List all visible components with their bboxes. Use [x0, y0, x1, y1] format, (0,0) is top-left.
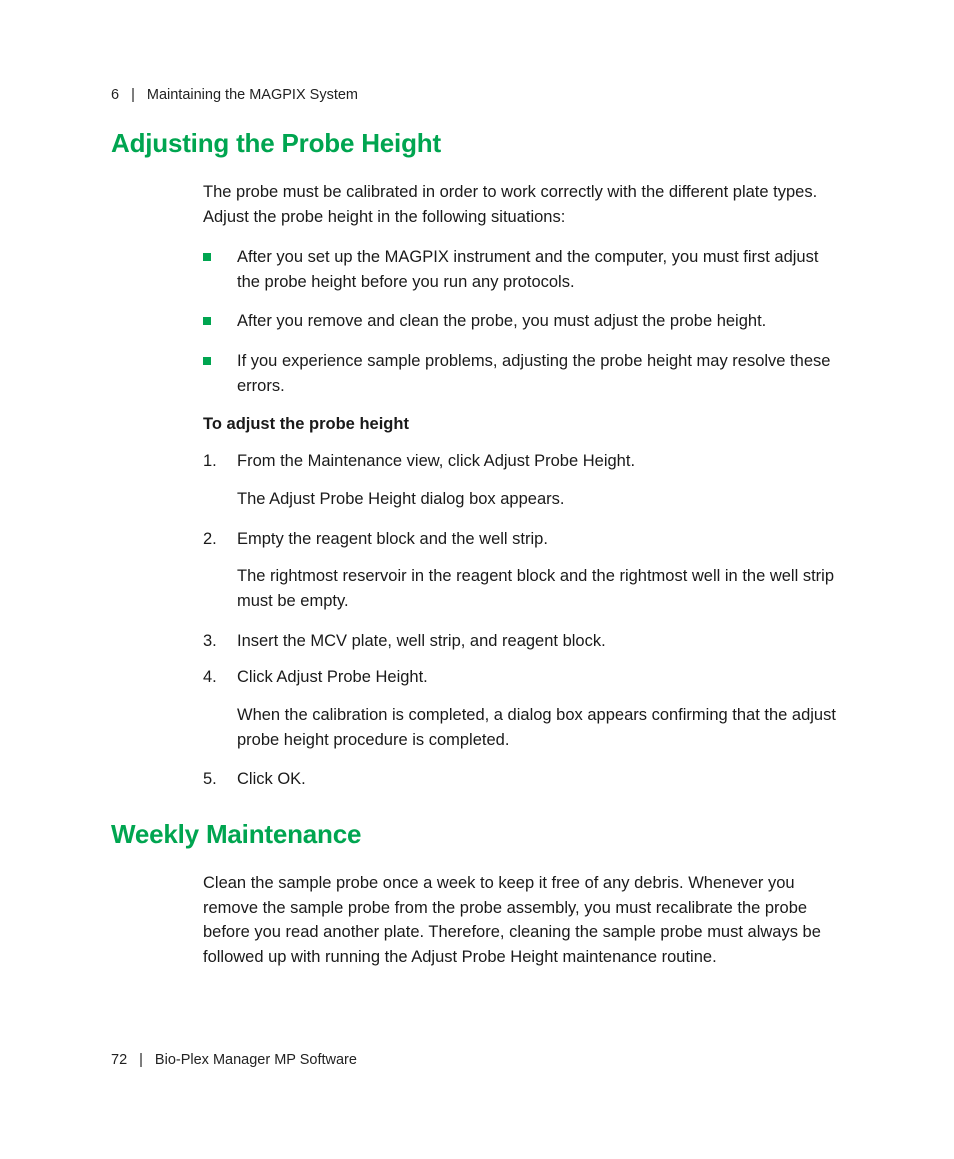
step-text: Click OK.	[237, 770, 306, 788]
header-separator: |	[131, 87, 135, 103]
step-text: Empty the reagent block and the well strip.	[237, 530, 548, 548]
bullet-text: If you experience sample problems, adjusting the probe height may resolve these errors.	[237, 352, 831, 395]
bullet-square-icon	[203, 317, 211, 325]
bullet-text: After you set up the MAGPIX instrument and the computer, you must first adjust the probe height before you run any protocols.	[237, 248, 819, 291]
bullet-square-icon	[203, 253, 211, 261]
book-title: Bio-Plex Manager MP Software	[154, 1052, 357, 1068]
step-number: 5.	[203, 770, 217, 788]
step-text: From the Maintenance view, click Adjust Probe Height.	[237, 452, 636, 470]
step-note: When the calibration is completed, a dialog box appears confirming that the adjust probe height procedure is completed.	[237, 706, 836, 749]
procedure-title: To adjust the probe height	[203, 415, 409, 433]
bullet-square-icon	[203, 357, 211, 365]
footer-separator: |	[139, 1052, 143, 1068]
step-number: 1.	[203, 452, 217, 470]
running-header	[111, 87, 358, 103]
weekly-body-paragraph: Clean the sample probe once a week to keep it free of any debris. Whenever you remove the sample probe from the probe assembly, you must recalibrate the probe before you read another plate. Therefore, cleaning the sample probe must always be followed up with running the Adjust Probe Height maintenance routine.	[203, 874, 821, 966]
step-number: 4.	[203, 668, 217, 686]
step-note: The rightmost reservoir in the reagent block and the rightmost well in the well strip must be empty.	[237, 567, 835, 610]
bullet-text: After you remove and clean the probe, you must adjust the probe height.	[237, 312, 767, 330]
step-number: 3.	[203, 632, 217, 650]
page-number: 72	[111, 1052, 128, 1068]
step-text: Insert the MCV plate, well strip, and reagent block.	[237, 632, 606, 650]
chapter-number: 6	[111, 87, 120, 103]
chapter-title: Maintaining the MAGPIX System	[146, 87, 359, 103]
step-number: 2.	[203, 530, 217, 548]
step-text: Click Adjust Probe Height.	[237, 668, 428, 686]
section-title-probe-height: Adjusting the Probe Height	[111, 128, 441, 158]
probe-intro-paragraph: The probe must be calibrated in order to work correctly with the different plate types. Adjust the probe height in the following situations:	[203, 183, 818, 226]
step-note: The Adjust Probe Height dialog box appears.	[237, 490, 565, 508]
section-title-weekly-maintenance: Weekly Maintenance	[111, 819, 362, 849]
page-footer	[111, 1052, 357, 1068]
